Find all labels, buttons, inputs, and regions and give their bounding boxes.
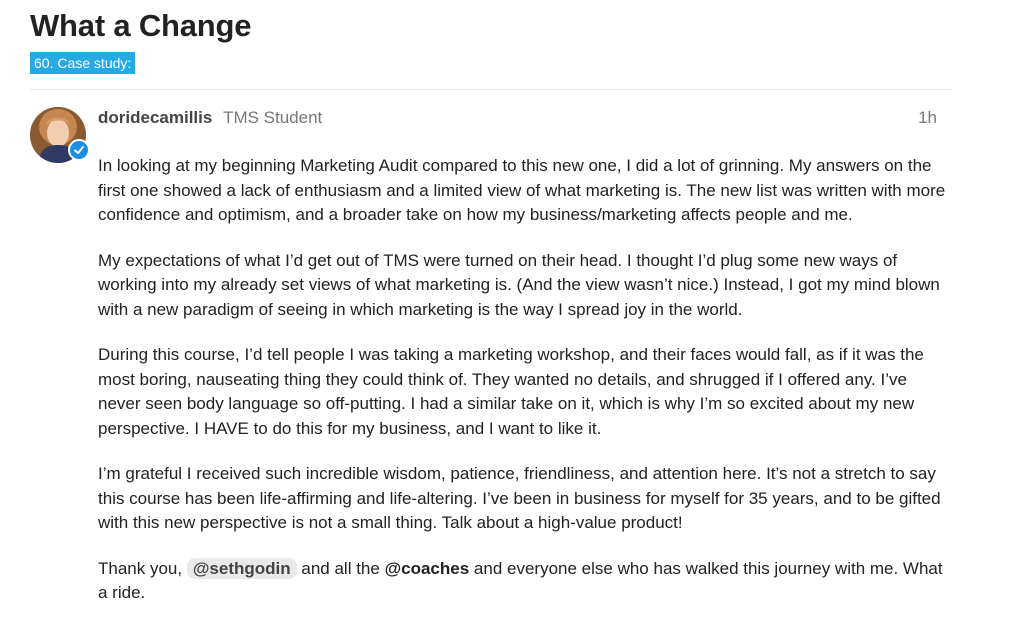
text-segment: and everyone else who has walked this journey with me. What a ride. (98, 558, 943, 602)
post-paragraph: My expectations of what I’d get out of TMS were turned on their head. I thought I’d plug some new ways of working into my already set views of what marketing is. (And the view wasn’t nice.) Instead, I got my mind blown with a new paradigm of seeing in which marketing is the way I spread joy in the world. (98, 250, 940, 319)
post-time[interactable]: 1h (918, 108, 937, 127)
post-paragraph: I’m grateful I received such incredible wisdom, patience, friendliness, and attention here. It’s not a stretch to say this course has been life-affirming and life-altering. I’ve been in business for myself for 35 years, and to be gifted with this new perspective is not a small thing. Talk about a high-value product! (98, 464, 941, 532)
post-paragraph: During this course, I’d tell people I was taking a marketing workshop, and their faces would fall, as if it was the most boring, nauseating thing they could think of. They wanted no details, and shrugged if I offered any. I’ve never seen body language so off-putting. I had a similar take on it, which is why I’m so excited about my new perspective. I HAVE to do this for my business, and I want to like it. (98, 345, 924, 438)
text-segment: Thank you, (98, 558, 183, 578)
post-paragraph: In looking at my beginning Marketing Audit compared to this new one, I did a lot of grinning. My answers on the first one showed a lack of enthusiasm and a limited view of what marketing is. The new list was written with more confidence and optimism, and a broader take on how my business/marketing affects people and me. (98, 156, 946, 224)
text-segment: and all the (301, 558, 380, 578)
post-paragraph-last (98, 557, 948, 606)
post-meta (98, 108, 940, 128)
mention-coaches[interactable]: @coaches (384, 558, 470, 578)
verified-check-icon (68, 139, 90, 161)
category-badge[interactable]: 60. Case study: (30, 52, 135, 74)
post-body (98, 154, 948, 627)
avatar[interactable] (30, 107, 86, 163)
topic-title[interactable]: What a Change (30, 8, 252, 43)
mention-sethgodin[interactable]: @sethgodin (187, 558, 297, 579)
user-title: TMS Student (223, 108, 323, 127)
username[interactable]: doridecamillis (98, 108, 213, 127)
divider (30, 89, 952, 90)
